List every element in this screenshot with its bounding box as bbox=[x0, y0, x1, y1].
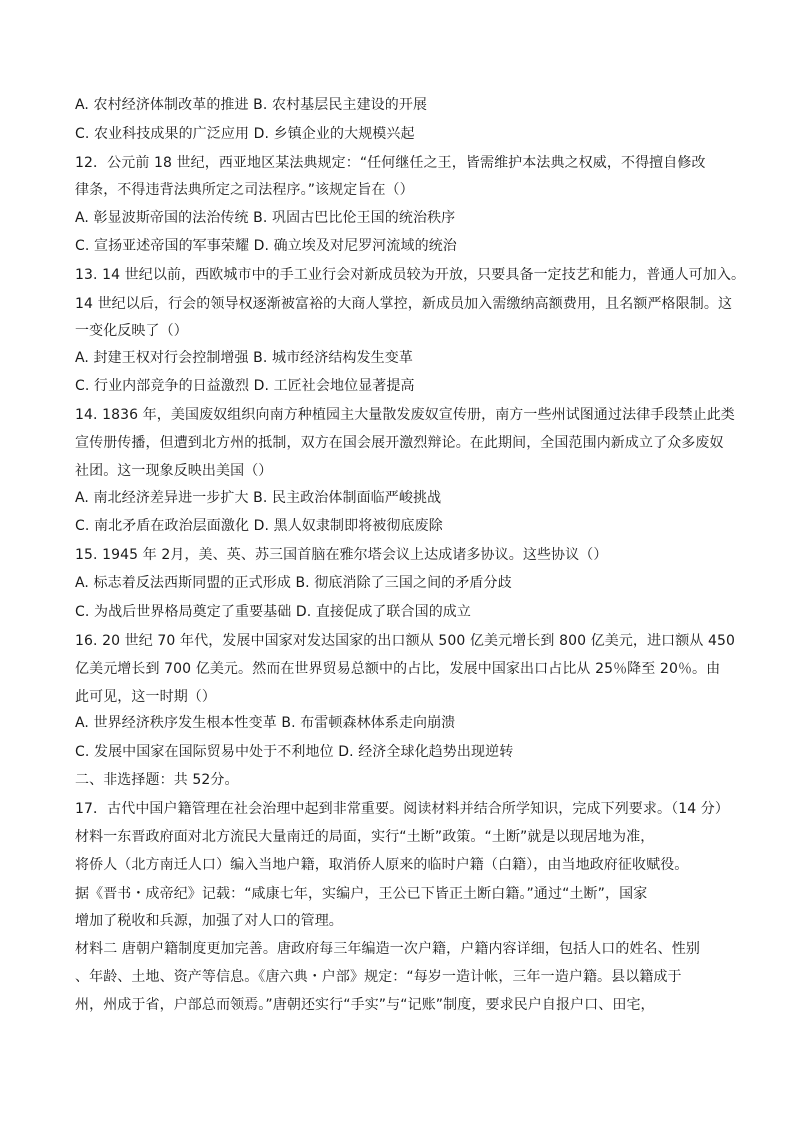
material-text: 将侨人（北方南迁人口）编入当地户籍，取消侨人原来的临时户籍（白籍），由当地政府征收赋役。 bbox=[75, 857, 689, 873]
question-12-stem: 12．公元前 18 世纪，西亚地区某法典规定：“任何继任之王，皆需维护本法典之权威，不得擅自修改 bbox=[75, 155, 706, 171]
question-13-stem: 14 世纪以后，行会的领导权逐渐被富裕的大商人掌控，新成员加入需缴纳高额费用，且名额严格限制。这 bbox=[75, 296, 733, 312]
question-13-stem: 一变化反映了（） bbox=[75, 323, 188, 339]
option-line: A. 封建王权对行会控制增强 B. 城市经济结构发生变革 bbox=[75, 350, 413, 366]
option-line: C. 发展中国家在国际贸易中处于不利地位 D. 经济全球化趋势出现逆转 bbox=[75, 744, 514, 760]
question-14-stem: 社团。这一现象反映出美国（） bbox=[75, 463, 273, 479]
option-line: C. 农业科技成果的广泛应用 D. 乡镇企业的大规模兴起 bbox=[75, 126, 415, 142]
question-16-stem: 亿美元增长到 700 亿美元。然而在世界贸易总额中的占比，发展中国家出口占比从 25％降至 20％。由 bbox=[75, 661, 721, 677]
option-line: A. 农村经济体制改革的推进 B. 农村基层民主建设的开展 bbox=[75, 97, 428, 113]
question-13-stem: 13. 14 世纪以前，西欧城市中的手工业行会对新成员较为开放，只要具备一定技艺和能力，普通人可加入。 bbox=[75, 267, 746, 283]
material-text: 州，州成于省，户部总而领焉。”唐朝还实行“手实”与“记账”制度，要求民户自报户口、田宅， bbox=[75, 997, 655, 1013]
question-12-stem: 律条，不得违背法典所定之司法程序。”该规定旨在（） bbox=[75, 182, 414, 198]
question-16-stem: 16. 20 世纪 70 年代，发展中国家对发达国家的出口额从 500 亿美元增长到 800 亿美元，进口额从 450 bbox=[75, 633, 736, 649]
section-heading: 二、非选择题：共 52分。 bbox=[75, 772, 239, 788]
option-line: A. 彰显波斯帝国的法治传统 B. 巩固古巴比伦王国的统治秩序 bbox=[75, 210, 456, 226]
option-line: C. 宣扬亚述帝国的军事荣耀 D. 确立埃及对尼罗河流域的统治 bbox=[75, 238, 457, 254]
option-line: C. 为战后世界格局奠定了重要基础 D. 直接促成了联合国的成立 bbox=[75, 604, 472, 620]
option-line: C. 南北矛盾在政治层面激化 D. 黑人奴隶制即将被彻底废除 bbox=[75, 518, 443, 534]
option-line: A. 南北经济差异进一步扩大 B. 民主政治体制面临严峻挑战 bbox=[75, 490, 442, 506]
question-16-stem: 此可见，这一时期（） bbox=[75, 689, 216, 705]
material-text: 据《晋书・成帝纪》记载：“咸康七年，实编户，王公已下皆正土断白籍。”通过“土断”，国家 bbox=[75, 886, 648, 902]
question-17-stem: 17．古代中国户籍管理在社会治理中起到非常重要。阅读材料并结合所学知识，完成下列要求。（14 分） bbox=[75, 801, 729, 817]
option-line: C. 行业内部竞争的日益激烈 D. 工匠社会地位显著提高 bbox=[75, 378, 415, 394]
material-text: 增加了税收和兵源，加强了对人口的管理。 bbox=[75, 913, 343, 929]
option-line: A. 标志着反法西斯同盟的正式形成 B. 彻底消除了三国之间的矛盾分歧 bbox=[75, 575, 512, 591]
question-14-stem: 宣传册传播，但遭到北方州的抵制，双方在国会展开激烈辩论。在此期间，全国范围内新成立了众多废奴 bbox=[75, 435, 724, 451]
material-text: 材料二 唐朝户籍制度更加完善。唐政府每三年编造一次户籍，户籍内容详细，包括人口的姓名、性别 bbox=[75, 941, 700, 957]
material-text: 材料一东晋政府面对北方流民大量南迁的局面，实行“土断”政策。“土断”就是以现居地为准， bbox=[75, 829, 655, 845]
material-text: 、年龄、土地、资产等信息。《唐六典・户部》规定：“每岁一造计帐，三年一造户籍。县以籍成于 bbox=[75, 969, 682, 985]
question-15-stem: 15. 1945 年 2月，美、英、苏三国首脑在雅尔塔会议上达成诸多协议。这些协议（） bbox=[75, 547, 608, 563]
option-line: A. 世界经济秩序发生根本性变革 B. 布雷顿森林体系走向崩溃 bbox=[75, 715, 456, 731]
question-14-stem: 14. 1836 年，美国废奴组织向南方种植园主大量散发废奴宣传册，南方一些州试图通过法律手段禁止此类 bbox=[75, 407, 735, 423]
